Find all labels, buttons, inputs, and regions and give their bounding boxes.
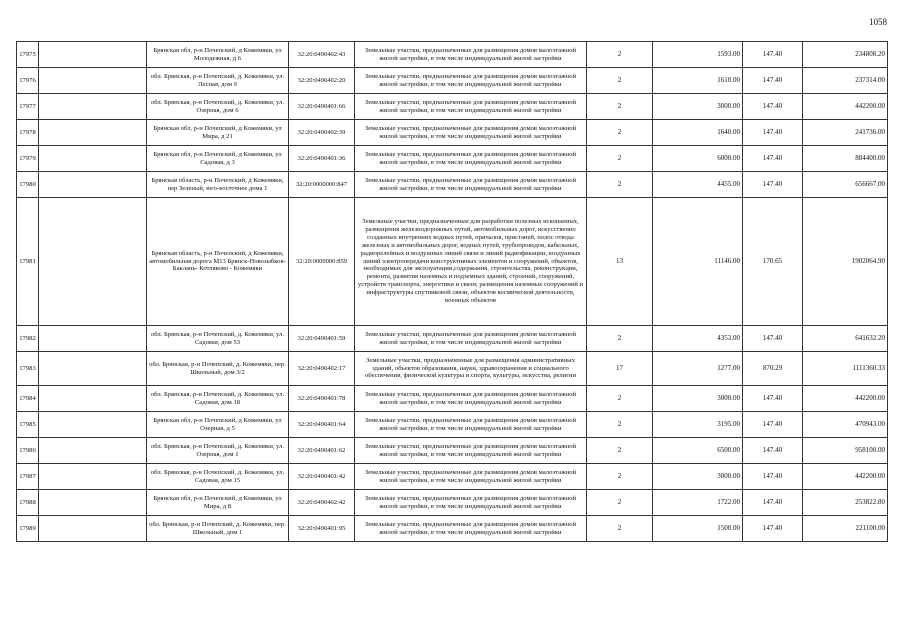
- table-row: [17, 516, 888, 542]
- address-cell: Брянская обл, р-н Почепский, д Кожемяки, ул Озерная, д 5: [147, 412, 289, 438]
- address-cell: обл. Брянская, р-н Почепский, д. Кожемяки, ул. Садовая, дом 15: [147, 464, 289, 490]
- category-cell: 2: [587, 438, 653, 464]
- table-row: [17, 464, 888, 490]
- table-row: [17, 172, 888, 198]
- table-row: [17, 490, 888, 516]
- address-cell: обл. Брянская, р-н Почепский, д. Кожемяки, ул. Садовая, дом 18: [147, 386, 289, 412]
- area-cell: 1722.00: [653, 490, 743, 516]
- cadastral-value-cell: 234808.20: [803, 42, 888, 68]
- cadastral-value-cell: 1902064.90: [803, 198, 888, 326]
- cadastral-number-cell: 32:20:0490401:42: [289, 464, 355, 490]
- cadastral-value-cell: 442200.00: [803, 386, 888, 412]
- cadastral-value-cell: 884400.00: [803, 146, 888, 172]
- spacer-cell: [39, 490, 147, 516]
- land-use-cell: Земельные участки, предназначенные для размещения домов малоэтажной жилой застройки, в том числе индивидуальной жилой застройки: [355, 172, 587, 198]
- table-row: [17, 68, 888, 94]
- table-row: [17, 412, 888, 438]
- row-number: 17983: [17, 352, 39, 386]
- category-cell: 2: [587, 412, 653, 438]
- rate-cell: 147.40: [743, 438, 803, 464]
- cadastral-value-cell: 1111360.33: [803, 352, 888, 386]
- cadastral-number-cell: 32:20:0000000:847: [289, 172, 355, 198]
- cadastral-value-cell: 641632.20: [803, 326, 888, 352]
- land-use-cell: Земельные участки, предназначенные для разработки полезных ископаемых, размещения железнодорожных путей, автомобильных дорог, искусственно созданных внутренних водных путей, причалов, пристаней, полос отвода железных и автомобильных дорог, водных путей, трубопроводов, кабельных, радиорелейных и воздушных линий связи и линий радиофикации, воздушных линий электропередачи конструктивных элементов и сооружений, объектов, необходимых для эксплуатации,содержания, строительства, реконструкции, ремонта, развития наземных и подземных зданий, строений, сооружений, устройств транспорта, энергетики и связи; размещения наземных сооружений и инфраструктуры спутниковой связи, объектов космической деятельности, военных объектов: [355, 198, 587, 326]
- cadastral-value-cell: 470943.00: [803, 412, 888, 438]
- cadastral-value-cell: 442200.00: [803, 94, 888, 120]
- category-cell: 2: [587, 326, 653, 352]
- row-number: 17984: [17, 386, 39, 412]
- category-cell: 17: [587, 352, 653, 386]
- spacer-cell: [39, 68, 147, 94]
- area-cell: 1500.00: [653, 516, 743, 542]
- category-cell: 2: [587, 94, 653, 120]
- table-row: [17, 326, 888, 352]
- rate-cell: 147.40: [743, 68, 803, 94]
- category-cell: 2: [587, 120, 653, 146]
- cadastral-number-cell: 32:20:0490402:43: [289, 42, 355, 68]
- land-use-cell: Земельные участки, предназначенные для размещения домов малоэтажной жилой застройки, в том числе индивидуальной жилой застройки: [355, 490, 587, 516]
- cadastral-number-cell: 32:20:0490402:39: [289, 120, 355, 146]
- area-cell: 1593.00: [653, 42, 743, 68]
- row-number: 17977: [17, 94, 39, 120]
- land-use-cell: Земельные участки, предназначенные для размещения домов малоэтажной жилой застройки, в том числе индивидуальной жилой застройки: [355, 42, 587, 68]
- spacer-cell: [39, 516, 147, 542]
- category-cell: 2: [587, 42, 653, 68]
- address-cell: Брянская область, р-н Почепский, д Кожемяки, пер Зеленый, юго-восточнее дома 1: [147, 172, 289, 198]
- rate-cell: 147.40: [743, 412, 803, 438]
- area-cell: 3000.00: [653, 94, 743, 120]
- land-use-cell: Земельные участки, предназначенные для размещения домов малоэтажной жилой застройки, в том числе индивидуальной жилой застройки: [355, 438, 587, 464]
- category-cell: 2: [587, 146, 653, 172]
- spacer-cell: [39, 352, 147, 386]
- row-number: 17976: [17, 68, 39, 94]
- cadastral-value-cell: 253822.80: [803, 490, 888, 516]
- row-number: 17978: [17, 120, 39, 146]
- category-cell: 2: [587, 68, 653, 94]
- rate-cell: 870.29: [743, 352, 803, 386]
- category-cell: 13: [587, 198, 653, 326]
- spacer-cell: [39, 386, 147, 412]
- cadastral-value-cell: 958100.00: [803, 438, 888, 464]
- rate-cell: 147.40: [743, 516, 803, 542]
- spacer-cell: [39, 412, 147, 438]
- category-cell: 2: [587, 386, 653, 412]
- row-number: 17981: [17, 198, 39, 326]
- cadastral-value-cell: 237314.00: [803, 68, 888, 94]
- area-cell: 1640.00: [653, 120, 743, 146]
- row-number: 17979: [17, 146, 39, 172]
- cadastral-value-cell: 241736.00: [803, 120, 888, 146]
- area-cell: 3000.00: [653, 464, 743, 490]
- cadastral-number-cell: 32:20:0490401:66: [289, 94, 355, 120]
- land-use-cell: Земельные участки, предназначенные для размещения домов малоэтажной жилой застройки, в том числе индивидуальной жилой застройки: [355, 68, 587, 94]
- area-cell: 4353.00: [653, 326, 743, 352]
- address-cell: Брянская обл, р-н Почепский, д Кожемяки, ул Садовая, д 3: [147, 146, 289, 172]
- address-cell: обл. Брянская, р-н Почепский, д. Кожемяки, ул. Озерная, дом 1: [147, 438, 289, 464]
- area-cell: 6500.00: [653, 438, 743, 464]
- cadastral-value-table: [16, 41, 888, 542]
- rate-cell: 147.40: [743, 386, 803, 412]
- cadastral-number-cell: 32:20:0490401:36: [289, 146, 355, 172]
- area-cell: 4455.00: [653, 172, 743, 198]
- address-cell: Брянская обл, р-н Почепский, д Кожемяки, ул Молодежная, д 6: [147, 42, 289, 68]
- table-row: [17, 146, 888, 172]
- address-cell: Брянская обл, р-н Почепский, д Кожемяки, ул Мира, д 8: [147, 490, 289, 516]
- area-cell: 1277.00: [653, 352, 743, 386]
- area-cell: 3195.00: [653, 412, 743, 438]
- rate-cell: 147.40: [743, 146, 803, 172]
- table-row: [17, 42, 888, 68]
- category-cell: 2: [587, 172, 653, 198]
- rate-cell: 147.40: [743, 326, 803, 352]
- row-number: 17975: [17, 42, 39, 68]
- cadastral-number-cell: 32:20:0490402:20: [289, 68, 355, 94]
- row-number: 17987: [17, 464, 39, 490]
- address-cell: Брянская область, р-н Почепский, д Кожемяки, автомобильная дорога М13 Брянск-Новозыбков-Баклань- Котляково - Кожемяки: [147, 198, 289, 326]
- row-number: 17980: [17, 172, 39, 198]
- address-cell: обл. Брянская, р-н Почепский, д. Кожемяки, ул. Садовая, дом 53: [147, 326, 289, 352]
- row-number: 17985: [17, 412, 39, 438]
- cadastral-number-cell: 32:20:0490401:78: [289, 386, 355, 412]
- spacer-cell: [39, 94, 147, 120]
- spacer-cell: [39, 146, 147, 172]
- address-cell: Брянская обл, р-н Почепский, д Кожемяки, ул Мира, д 21: [147, 120, 289, 146]
- land-use-cell: Земельные участки, предназначенные для размещения домов малоэтажной жилой застройки, в том числе индивидуальной жилой застройки: [355, 120, 587, 146]
- category-cell: 2: [587, 490, 653, 516]
- rate-cell: 147.40: [743, 172, 803, 198]
- spacer-cell: [39, 198, 147, 326]
- spacer-cell: [39, 438, 147, 464]
- address-cell: обл. Брянская, р-н Почепский, д. Кожемяки, ул. Лесная, дом 9: [147, 68, 289, 94]
- rate-cell: 170.65: [743, 198, 803, 326]
- cadastral-value-cell: 221100.00: [803, 516, 888, 542]
- row-number: 17982: [17, 326, 39, 352]
- land-use-cell: Земельные участки, предназначенные для размещения домов малоэтажной жилой застройки, в том числе индивидуальной жилой застройки: [355, 464, 587, 490]
- area-cell: 1610.00: [653, 68, 743, 94]
- land-use-cell: Земельные участки, предназначенные для размещения домов малоэтажной жилой застройки, в том числе индивидуальной жилой застройки: [355, 412, 587, 438]
- category-cell: 2: [587, 516, 653, 542]
- table-row: [17, 386, 888, 412]
- cadastral-number-cell: 32:20:0000000:859: [289, 198, 355, 326]
- cadastral-number-cell: 32:20:0490401:59: [289, 326, 355, 352]
- area-cell: 11146.00: [653, 198, 743, 326]
- land-use-cell: Земельные участки, предназначенные для размещения домов малоэтажной жилой застройки, в том числе индивидуальной жилой застройки: [355, 146, 587, 172]
- land-use-cell: Земельные участки, предназначенные для размещения домов малоэтажной жилой застройки, в том числе индивидуальной жилой застройки: [355, 94, 587, 120]
- rate-cell: 147.40: [743, 42, 803, 68]
- table-row: [17, 120, 888, 146]
- table-row: [17, 94, 888, 120]
- rate-cell: 147.40: [743, 94, 803, 120]
- row-number: 17989: [17, 516, 39, 542]
- spacer-cell: [39, 326, 147, 352]
- land-use-cell: Земельные участки, предназначенные для размещения домов малоэтажной жилой застройки, в том числе индивидуальной жилой застройки: [355, 516, 587, 542]
- row-number: 17988: [17, 490, 39, 516]
- spacer-cell: [39, 172, 147, 198]
- cadastral-number-cell: 32:20:0490401:64: [289, 412, 355, 438]
- cadastral-number-cell: 32:20:0490402:42: [289, 490, 355, 516]
- land-use-cell: Земельные участки, предназначенные для размещения административных зданий, объектов образования, науки, здравоохранения и социального обеспечения, физической культуры и спорта, культуры, искусства, религии: [355, 352, 587, 386]
- cadastral-value-cell: 656667.00: [803, 172, 888, 198]
- cadastral-number-cell: 32:20:0490401:62: [289, 438, 355, 464]
- land-use-cell: Земельные участки, предназначенные для размещения домов малоэтажной жилой застройки, в том числе индивидуальной жилой застройки: [355, 386, 587, 412]
- table-row: [17, 198, 888, 326]
- spacer-cell: [39, 120, 147, 146]
- table-row: [17, 352, 888, 386]
- rate-cell: 147.40: [743, 490, 803, 516]
- area-cell: 6000.00: [653, 146, 743, 172]
- spacer-cell: [39, 42, 147, 68]
- cadastral-value-cell: 442200.00: [803, 464, 888, 490]
- cadastral-number-cell: 32:20:0490402:17: [289, 352, 355, 386]
- address-cell: обл. Брянская, р-н Почепский, д. Кожемяки, пер. Школьный, дом 1: [147, 516, 289, 542]
- row-number: 17986: [17, 438, 39, 464]
- category-cell: 2: [587, 464, 653, 490]
- land-use-cell: Земельные участки, предназначенные для размещения домов малоэтажной жилой застройки, в том числе индивидуальной жилой застройки: [355, 326, 587, 352]
- address-cell: обл. Брянская, р-н Почепский, д. Кожемяки, пер. Школьный, дом 3/2: [147, 352, 289, 386]
- rate-cell: 147.40: [743, 464, 803, 490]
- address-cell: обл. Брянская, р-н Почепский, д. Кожемяки, ул. Озерная, дом 6: [147, 94, 289, 120]
- page-number: 1058: [869, 17, 887, 27]
- rate-cell: 147.40: [743, 120, 803, 146]
- area-cell: 3000.00: [653, 386, 743, 412]
- cadastral-number-cell: 32:20:0490401:95: [289, 516, 355, 542]
- spacer-cell: [39, 464, 147, 490]
- table-row: [17, 438, 888, 464]
